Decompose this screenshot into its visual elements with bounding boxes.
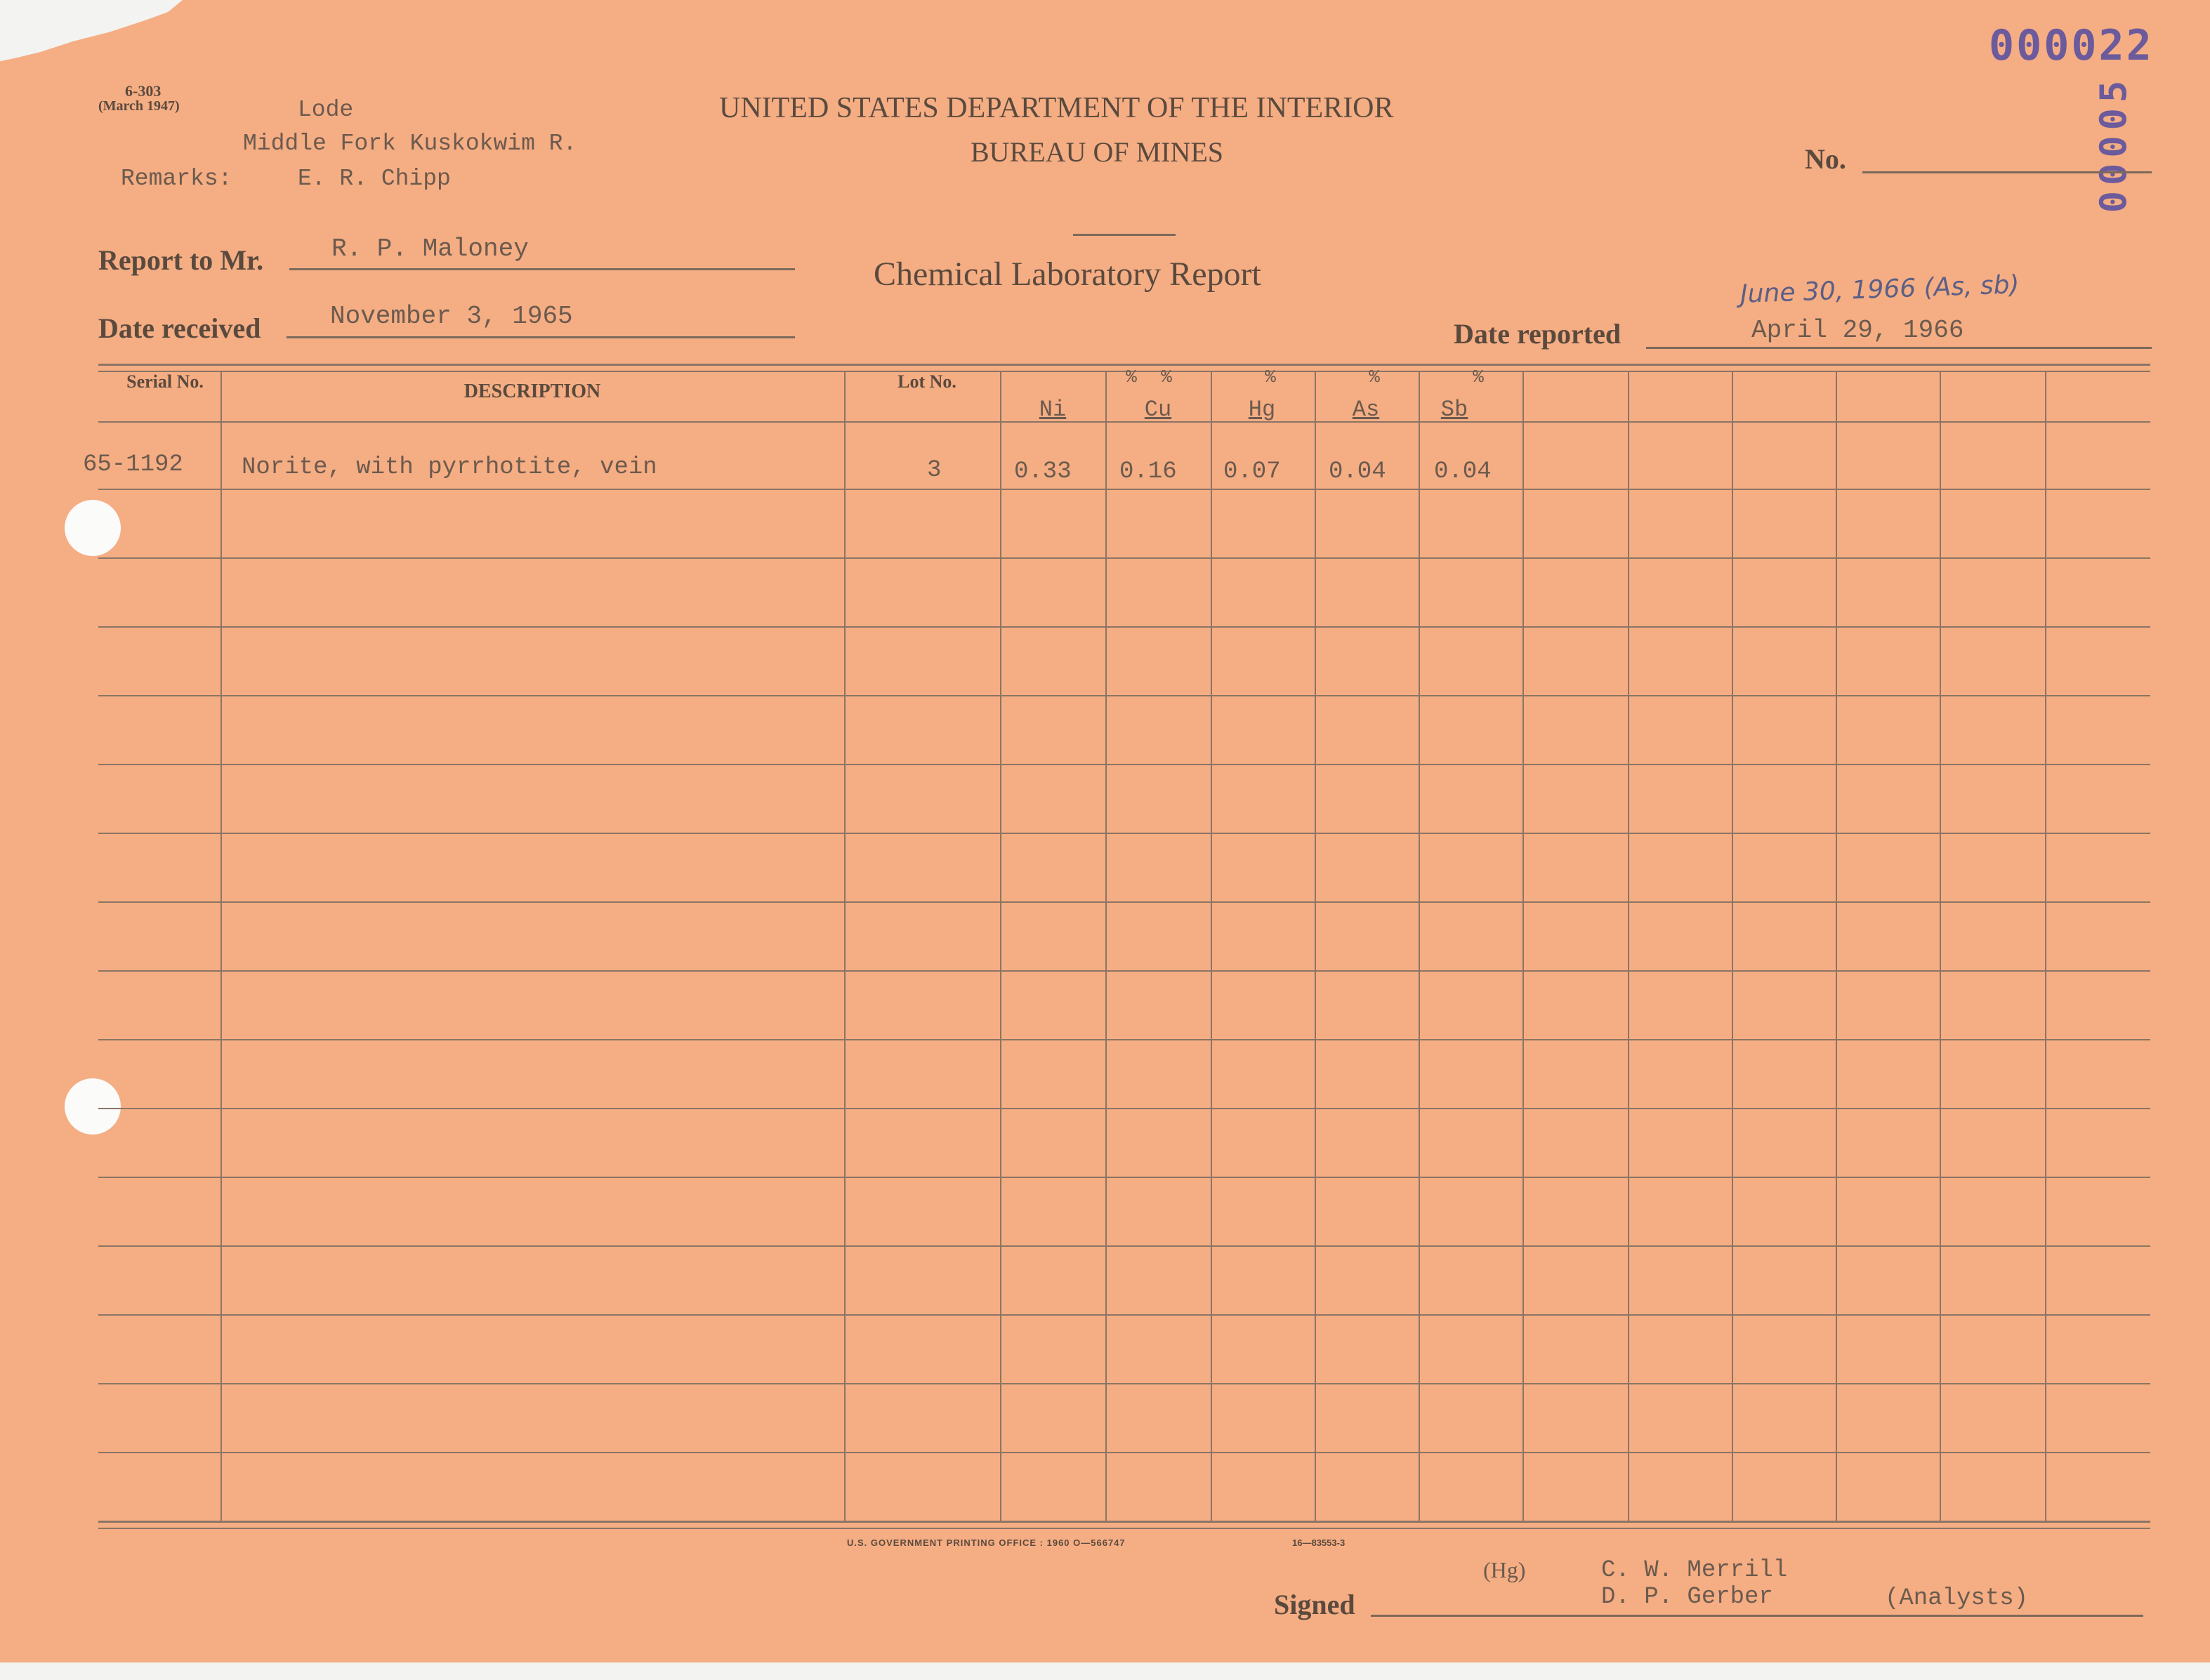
signature-line [1371, 1615, 2143, 1617]
table-top-border [98, 364, 2150, 366]
header-ni-symbol: Ni [1039, 397, 1067, 423]
col-rule-lot [1000, 371, 1001, 1522]
signer-merrill: C. W. Merrill [1601, 1557, 1788, 1584]
row-lot: 3 [927, 457, 942, 484]
col-rule-blank-1 [1628, 371, 1629, 1522]
row-rule-2 [98, 557, 2150, 559]
punch-hole-bottom [65, 1078, 121, 1135]
row-rule-1 [98, 489, 2150, 490]
date-reported-handwritten: June 30, 1966 (As, sb) [1739, 270, 2020, 309]
table-bottom-border-inner [98, 1528, 2150, 1529]
header-ni-percent: % [1126, 366, 1137, 388]
col-rule-description [844, 371, 846, 1522]
col-rule-cu [1211, 371, 1212, 1522]
date-reported-label: Date reported [1454, 318, 1622, 350]
row-rule-15 [98, 1452, 2150, 1453]
date-received-line [287, 336, 795, 338]
header-as-percent: % [1369, 366, 1380, 388]
col-rule-blank-5 [2045, 371, 2046, 1522]
report-to-value: R. P. Maloney [331, 234, 529, 263]
row-rule-4 [98, 695, 2150, 696]
row-hg-value: 0.07 [1223, 458, 1281, 485]
header-as-symbol: As [1352, 397, 1380, 423]
row-rule-7 [98, 901, 2150, 903]
analysts-label: (Analysts) [1885, 1585, 2029, 1612]
row-rule-9 [98, 1039, 2150, 1040]
row-rule-10 [98, 1108, 2150, 1109]
punch-hole-top [65, 500, 121, 556]
no-label: No. [1805, 143, 1846, 175]
remarks-line3: E. R. Chipp [298, 166, 451, 192]
header-serial-no: Serial No. [126, 371, 204, 392]
form-edition: (March 1947) [98, 98, 180, 114]
remarks-line1: Lode [298, 97, 354, 123]
row-ni-value: 0.33 [1014, 458, 1072, 485]
department-title: UNITED STATES DEPARTMENT OF THE INTERIOR [719, 92, 1394, 124]
header-hg-percent: % [1265, 366, 1276, 388]
header-bottom-rule [98, 421, 2150, 423]
remarks-label: Remarks: [121, 166, 232, 192]
report-to-label: Report to Mr. [98, 244, 264, 276]
report-title: Chemical Laboratory Report [874, 256, 1261, 293]
row-serial: 65-1192 [83, 451, 183, 478]
date-reported-line [1646, 347, 2152, 349]
remarks-line2: Middle Fork Kuskokwim R. [243, 131, 577, 157]
header-cu-percent: % [1161, 366, 1172, 388]
row-rule-14 [98, 1383, 2150, 1384]
row-rule-6 [98, 833, 2150, 834]
header-lot-no: Lot No. [897, 371, 956, 392]
col-rule-blank-3 [1836, 371, 1837, 1522]
col-rule-hg [1315, 371, 1316, 1522]
date-received-value: November 3, 1965 [330, 302, 573, 331]
col-rule-as [1419, 371, 1420, 1522]
col-rule-ni [1105, 371, 1107, 1522]
row-as-value: 0.04 [1329, 458, 1386, 485]
archive-stamp-vertical: 00005 [2093, 74, 2136, 213]
header-cu-symbol: Cu [1144, 397, 1172, 423]
row-description: Norite, with pyrrhotite, vein [242, 454, 657, 481]
row-rule-5 [98, 764, 2150, 765]
header-description: DESCRIPTION [463, 381, 601, 402]
printing-office-imprint: U.S. GOVERNMENT PRINTING OFFICE : 1960 O—566747 [847, 1537, 1126, 1548]
header-sb-percent: % [1473, 366, 1484, 388]
row-rule-3 [98, 626, 2150, 628]
form-code: 16—83553-3 [1292, 1537, 1346, 1548]
no-field-line [1862, 171, 2152, 173]
title-divider [1073, 234, 1176, 236]
archive-stamp-number: 000022 [1989, 21, 2154, 70]
form-number: 6-303 [125, 82, 162, 100]
row-rule-8 [98, 970, 2150, 972]
row-rule-13 [98, 1314, 2150, 1316]
row-rule-12 [98, 1245, 2150, 1247]
date-received-label: Date received [98, 312, 261, 344]
report-to-line [289, 268, 795, 270]
col-rule-serial [221, 371, 222, 1522]
hg-note: (Hg) [1483, 1557, 1526, 1582]
torn-corner [0, 0, 183, 67]
header-hg-symbol: Hg [1248, 397, 1276, 423]
date-reported-value: April 29, 1966 [1751, 316, 1964, 345]
col-rule-blank-4 [1940, 371, 1941, 1522]
row-sb-value: 0.04 [1434, 458, 1492, 485]
table-bottom-border [98, 1521, 2150, 1523]
signed-label: Signed [1274, 1589, 1355, 1620]
row-cu-value: 0.16 [1119, 458, 1177, 485]
col-rule-blank-2 [1732, 371, 1733, 1522]
header-sb-symbol: Sb [1440, 397, 1468, 423]
signer-gerber: D. P. Gerber [1601, 1584, 1773, 1610]
col-rule-sb [1522, 371, 1524, 1522]
row-rule-11 [98, 1177, 2150, 1178]
bureau-title: BUREAU OF MINES [971, 136, 1224, 168]
